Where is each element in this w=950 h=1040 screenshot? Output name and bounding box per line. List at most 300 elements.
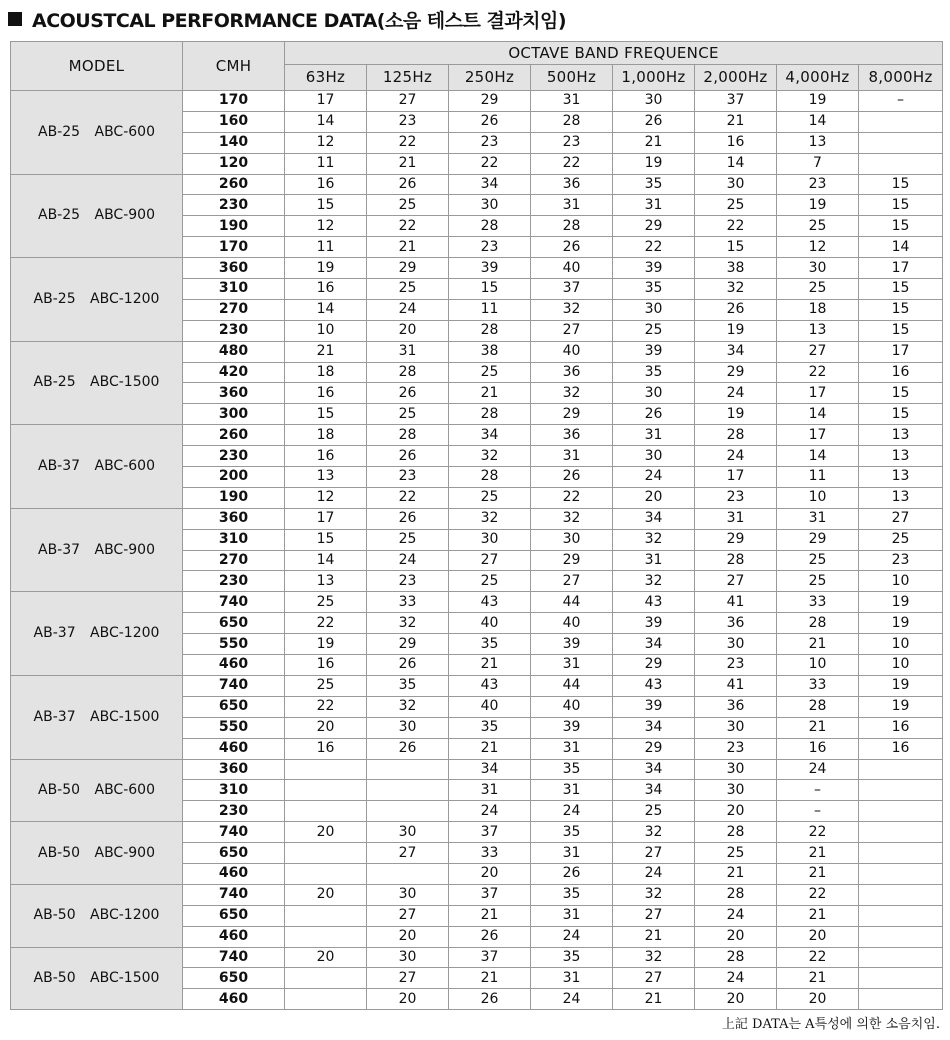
page-title-text: ACOUSTCAL PERFORMANCE DATA(소음 테스트 결과치임)	[32, 9, 567, 32]
value-cell	[859, 759, 943, 780]
value-cell: 29	[613, 216, 695, 237]
value-cell: 14	[695, 153, 777, 174]
value-cell: 16	[695, 132, 777, 153]
cmh-cell: 360	[183, 383, 285, 404]
value-cell: 26	[367, 738, 449, 759]
value-cell: 22	[777, 884, 859, 905]
value-cell: 10	[777, 655, 859, 676]
value-cell: 27	[613, 905, 695, 926]
cmh-cell: 460	[183, 863, 285, 884]
value-cell: 15	[285, 529, 367, 550]
cmh-cell: 170	[183, 237, 285, 258]
cmh-cell: 120	[183, 153, 285, 174]
value-cell: 15	[285, 195, 367, 216]
value-cell: 12	[285, 216, 367, 237]
value-cell: 13	[777, 320, 859, 341]
value-cell: 19	[285, 258, 367, 279]
cmh-cell: 310	[183, 780, 285, 801]
cmh-cell: 460	[183, 738, 285, 759]
value-cell: 24	[777, 759, 859, 780]
value-cell: 22	[285, 613, 367, 634]
value-cell	[859, 780, 943, 801]
value-cell: 43	[449, 592, 531, 613]
cmh-cell: 260	[183, 174, 285, 195]
value-cell: 29	[613, 655, 695, 676]
value-cell: 30	[367, 884, 449, 905]
value-cell: 20	[367, 989, 449, 1010]
value-cell: 32	[613, 571, 695, 592]
value-cell: 29	[531, 404, 613, 425]
value-cell: 26	[449, 926, 531, 947]
value-cell	[859, 801, 943, 822]
value-cell: 25	[695, 195, 777, 216]
value-cell: 24	[531, 926, 613, 947]
value-cell: 41	[695, 592, 777, 613]
value-cell: –	[777, 801, 859, 822]
value-cell	[367, 780, 449, 801]
value-cell: 40	[531, 258, 613, 279]
value-cell: 34	[449, 759, 531, 780]
value-cell: 28	[777, 613, 859, 634]
value-cell: 30	[695, 174, 777, 195]
value-cell	[859, 863, 943, 884]
cmh-cell: 740	[183, 947, 285, 968]
value-cell: 32	[449, 446, 531, 467]
value-cell: 23	[449, 132, 531, 153]
value-cell: 12	[285, 487, 367, 508]
value-cell: 16	[285, 174, 367, 195]
value-cell: 28	[367, 362, 449, 383]
value-cell: 13	[859, 467, 943, 488]
value-cell: 34	[613, 508, 695, 529]
value-cell: 11	[777, 467, 859, 488]
value-cell: 35	[531, 947, 613, 968]
value-cell: 28	[367, 425, 449, 446]
value-cell: 27	[531, 571, 613, 592]
value-cell: 27	[367, 91, 449, 112]
value-cell: –	[859, 91, 943, 112]
value-cell: 14	[285, 299, 367, 320]
value-cell: 15	[285, 404, 367, 425]
value-cell: 17	[777, 425, 859, 446]
value-cell: 16	[859, 738, 943, 759]
value-cell: 30	[449, 195, 531, 216]
value-cell: 16	[285, 383, 367, 404]
value-cell	[367, 801, 449, 822]
value-cell: 20	[449, 863, 531, 884]
value-cell: 36	[531, 362, 613, 383]
value-cell	[859, 926, 943, 947]
value-cell: 31	[531, 905, 613, 926]
value-cell: 20	[285, 822, 367, 843]
value-cell: 30	[613, 383, 695, 404]
value-cell: 13	[777, 132, 859, 153]
cmh-cell: 480	[183, 341, 285, 362]
value-cell: 34	[613, 759, 695, 780]
header-frequency: 250Hz	[449, 65, 531, 91]
value-cell: 37	[449, 884, 531, 905]
value-cell: 25	[695, 843, 777, 864]
model-cell: AB-37 ABC-600	[11, 425, 183, 509]
value-cell: 24	[531, 801, 613, 822]
value-cell: 26	[613, 404, 695, 425]
table-row	[11, 341, 943, 362]
header-frequency: 1,000Hz	[613, 65, 695, 91]
value-cell: 16	[285, 738, 367, 759]
value-cell: 26	[531, 237, 613, 258]
value-cell: 24	[613, 863, 695, 884]
value-cell: 39	[531, 634, 613, 655]
model-cell: AB-25 ABC-900	[11, 174, 183, 258]
value-cell: 30	[531, 529, 613, 550]
value-cell: 13	[285, 467, 367, 488]
value-cell: 23	[449, 237, 531, 258]
cmh-cell: 360	[183, 508, 285, 529]
value-cell: 20	[777, 989, 859, 1010]
value-cell: 29	[531, 550, 613, 571]
value-cell: 30	[449, 529, 531, 550]
value-cell	[859, 822, 943, 843]
value-cell: 35	[449, 717, 531, 738]
value-cell: 30	[613, 299, 695, 320]
value-cell: 17	[285, 91, 367, 112]
value-cell: 21	[695, 863, 777, 884]
value-cell: 13	[859, 487, 943, 508]
cmh-cell: 140	[183, 132, 285, 153]
table-row	[11, 592, 943, 613]
value-cell: 28	[777, 696, 859, 717]
cmh-cell: 460	[183, 989, 285, 1010]
value-cell: 27	[695, 571, 777, 592]
value-cell: 26	[367, 383, 449, 404]
cmh-cell: 460	[183, 926, 285, 947]
header-cmh: CMH	[183, 42, 285, 91]
value-cell: 37	[449, 947, 531, 968]
cmh-cell: 360	[183, 759, 285, 780]
model-cell: AB-25 ABC-1500	[11, 341, 183, 425]
cmh-cell: 230	[183, 320, 285, 341]
value-cell: 25	[367, 279, 449, 300]
value-cell	[859, 968, 943, 989]
value-cell: 31	[531, 195, 613, 216]
value-cell: 14	[777, 404, 859, 425]
value-cell: 22	[613, 237, 695, 258]
header-frequency: 125Hz	[367, 65, 449, 91]
value-cell: 22	[531, 153, 613, 174]
header-frequency: 63Hz	[285, 65, 367, 91]
value-cell: 32	[367, 613, 449, 634]
value-cell: 28	[531, 216, 613, 237]
cmh-cell: 190	[183, 487, 285, 508]
value-cell: 31	[531, 843, 613, 864]
value-cell: 29	[695, 362, 777, 383]
value-cell: 22	[449, 153, 531, 174]
value-cell: 21	[449, 905, 531, 926]
value-cell: 20	[695, 801, 777, 822]
value-cell: 19	[285, 634, 367, 655]
value-cell: 28	[449, 216, 531, 237]
value-cell: 28	[449, 467, 531, 488]
value-cell: 22	[695, 216, 777, 237]
value-cell: 21	[777, 905, 859, 926]
value-cell: 32	[613, 529, 695, 550]
table-row	[11, 258, 943, 279]
value-cell: 39	[613, 696, 695, 717]
value-cell: 30	[367, 717, 449, 738]
value-cell: 22	[777, 362, 859, 383]
value-cell: 38	[695, 258, 777, 279]
value-cell: 35	[613, 279, 695, 300]
value-cell: 35	[613, 362, 695, 383]
value-cell: 18	[285, 425, 367, 446]
cmh-cell: 460	[183, 655, 285, 676]
value-cell: 28	[449, 320, 531, 341]
value-cell: 25	[777, 279, 859, 300]
value-cell: 10	[859, 571, 943, 592]
table-row	[11, 947, 943, 968]
value-cell: 15	[859, 320, 943, 341]
value-cell: 16	[777, 738, 859, 759]
value-cell: 32	[531, 508, 613, 529]
value-cell	[285, 780, 367, 801]
value-cell: 12	[777, 237, 859, 258]
value-cell: 19	[859, 696, 943, 717]
value-cell: 26	[367, 655, 449, 676]
value-cell: 32	[531, 383, 613, 404]
value-cell: 35	[449, 634, 531, 655]
value-cell: 19	[859, 675, 943, 696]
value-cell: 28	[695, 550, 777, 571]
value-cell: 29	[367, 258, 449, 279]
header-frequency: 4,000Hz	[777, 65, 859, 91]
table-row	[11, 174, 943, 195]
value-cell: 24	[695, 446, 777, 467]
value-cell: 20	[777, 926, 859, 947]
value-cell: 17	[695, 467, 777, 488]
value-cell: 26	[695, 299, 777, 320]
value-cell	[367, 863, 449, 884]
value-cell: 26	[367, 446, 449, 467]
value-cell: 7	[777, 153, 859, 174]
cmh-cell: 740	[183, 822, 285, 843]
value-cell: 23	[859, 550, 943, 571]
value-cell: 28	[695, 822, 777, 843]
table-row	[11, 675, 943, 696]
model-cell: AB-25 ABC-600	[11, 91, 183, 175]
value-cell: 16	[859, 717, 943, 738]
value-cell: 15	[695, 237, 777, 258]
value-cell: 21	[777, 843, 859, 864]
value-cell: 31	[449, 780, 531, 801]
value-cell: 24	[367, 299, 449, 320]
value-cell: 32	[695, 279, 777, 300]
value-cell: 21	[367, 237, 449, 258]
table-row	[11, 884, 943, 905]
value-cell: 32	[613, 884, 695, 905]
value-cell: 44	[531, 675, 613, 696]
value-cell: –	[777, 780, 859, 801]
value-cell: 34	[695, 341, 777, 362]
cmh-cell: 310	[183, 279, 285, 300]
value-cell: 17	[285, 508, 367, 529]
value-cell: 10	[285, 320, 367, 341]
value-cell	[285, 801, 367, 822]
value-cell: 30	[367, 822, 449, 843]
value-cell: 34	[613, 780, 695, 801]
cmh-cell: 310	[183, 529, 285, 550]
cmh-cell: 230	[183, 801, 285, 822]
value-cell: 36	[531, 174, 613, 195]
value-cell: 27	[367, 905, 449, 926]
value-cell	[367, 759, 449, 780]
value-cell: 31	[367, 341, 449, 362]
value-cell: 27	[367, 968, 449, 989]
value-cell	[859, 989, 943, 1010]
value-cell: 23	[695, 655, 777, 676]
value-cell: 26	[531, 467, 613, 488]
cmh-cell: 740	[183, 675, 285, 696]
value-cell: 22	[367, 487, 449, 508]
value-cell: 15	[859, 195, 943, 216]
value-cell: 16	[285, 446, 367, 467]
value-cell: 33	[449, 843, 531, 864]
value-cell: 26	[367, 508, 449, 529]
value-cell: 10	[859, 655, 943, 676]
value-cell: 21	[367, 153, 449, 174]
value-cell: 12	[285, 132, 367, 153]
cmh-cell: 190	[183, 216, 285, 237]
value-cell: 36	[695, 696, 777, 717]
value-cell: 30	[695, 717, 777, 738]
value-cell: 27	[367, 843, 449, 864]
value-cell: 28	[695, 947, 777, 968]
cmh-cell: 550	[183, 717, 285, 738]
header-frequency: 500Hz	[531, 65, 613, 91]
value-cell: 29	[777, 529, 859, 550]
value-cell: 19	[859, 613, 943, 634]
value-cell: 13	[859, 425, 943, 446]
value-cell: 20	[695, 926, 777, 947]
value-cell: 30	[367, 947, 449, 968]
value-cell: 10	[777, 487, 859, 508]
value-cell: 20	[695, 989, 777, 1010]
cmh-cell: 300	[183, 404, 285, 425]
cmh-cell: 270	[183, 299, 285, 320]
value-cell: 20	[285, 947, 367, 968]
value-cell: 25	[285, 592, 367, 613]
value-cell: 39	[449, 258, 531, 279]
value-cell: 27	[859, 508, 943, 529]
model-cell: AB-37 ABC-1500	[11, 675, 183, 759]
value-cell	[859, 153, 943, 174]
value-cell: 27	[613, 843, 695, 864]
value-cell: 38	[449, 341, 531, 362]
value-cell: 14	[777, 446, 859, 467]
value-cell: 32	[613, 947, 695, 968]
value-cell: 23	[367, 111, 449, 132]
value-cell: 19	[613, 153, 695, 174]
value-cell: 15	[859, 404, 943, 425]
value-cell: 15	[859, 383, 943, 404]
value-cell: 30	[695, 634, 777, 655]
value-cell: 23	[695, 487, 777, 508]
cmh-cell: 550	[183, 634, 285, 655]
value-cell: 28	[449, 404, 531, 425]
value-cell: 18	[285, 362, 367, 383]
value-cell: 26	[449, 111, 531, 132]
value-cell: 25	[777, 216, 859, 237]
value-cell: 39	[613, 258, 695, 279]
value-cell: 17	[859, 258, 943, 279]
value-cell: 25	[777, 571, 859, 592]
value-cell: 27	[613, 968, 695, 989]
model-cell: AB-50 ABC-1200	[11, 884, 183, 947]
value-cell: 43	[613, 675, 695, 696]
value-cell: 30	[695, 780, 777, 801]
table-row	[11, 822, 943, 843]
value-cell: 21	[613, 926, 695, 947]
value-cell: 35	[531, 884, 613, 905]
value-cell: 37	[449, 822, 531, 843]
value-cell: 25	[859, 529, 943, 550]
value-cell	[859, 132, 943, 153]
value-cell: 21	[777, 863, 859, 884]
cmh-cell: 170	[183, 91, 285, 112]
value-cell: 13	[859, 446, 943, 467]
value-cell: 16	[285, 279, 367, 300]
value-cell: 31	[531, 446, 613, 467]
value-cell: 33	[777, 592, 859, 613]
value-cell: 22	[367, 132, 449, 153]
value-cell	[859, 884, 943, 905]
value-cell	[285, 863, 367, 884]
value-cell: 31	[531, 968, 613, 989]
value-cell: 20	[367, 320, 449, 341]
model-cell: AB-50 ABC-600	[11, 759, 183, 822]
value-cell	[859, 843, 943, 864]
value-cell: 17	[777, 383, 859, 404]
table-row	[11, 425, 943, 446]
value-cell: 21	[449, 655, 531, 676]
value-cell: 35	[531, 759, 613, 780]
cmh-cell: 650	[183, 613, 285, 634]
value-cell: 20	[285, 884, 367, 905]
value-cell: 29	[449, 91, 531, 112]
value-cell: 25	[367, 195, 449, 216]
cmh-cell: 230	[183, 571, 285, 592]
header-octave-band: OCTAVE BAND FREQUENCE	[285, 42, 943, 65]
value-cell: 24	[613, 467, 695, 488]
value-cell: 35	[613, 174, 695, 195]
model-cell: AB-37 ABC-900	[11, 508, 183, 592]
cmh-cell: 200	[183, 467, 285, 488]
value-cell: 21	[285, 341, 367, 362]
page-title	[8, 4, 566, 34]
value-cell: 23	[367, 467, 449, 488]
value-cell: 21	[449, 968, 531, 989]
value-cell: 22	[531, 487, 613, 508]
value-cell: 15	[859, 174, 943, 195]
value-cell: 26	[613, 111, 695, 132]
value-cell: 28	[695, 425, 777, 446]
model-cell: AB-37 ABC-1200	[11, 592, 183, 676]
value-cell: 24	[449, 801, 531, 822]
cmh-cell: 420	[183, 362, 285, 383]
value-cell: 33	[367, 592, 449, 613]
black-square-icon	[8, 12, 22, 26]
table-row	[11, 91, 943, 112]
value-cell: 21	[613, 132, 695, 153]
